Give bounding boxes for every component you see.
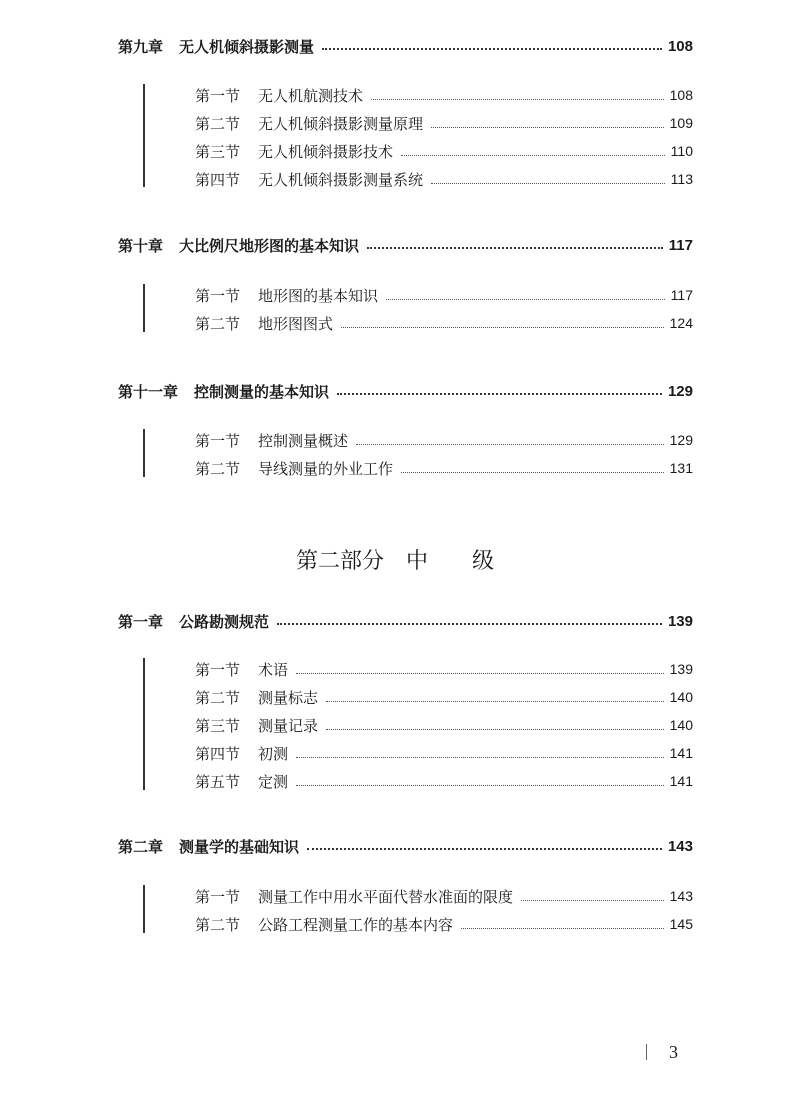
chapter-label: 第十一章: [118, 382, 179, 401]
part-title: 第二部分: [295, 548, 384, 573]
section-label: 第一节: [195, 86, 241, 105]
dot-leader: [386, 299, 665, 300]
chapter-page-number: 117: [668, 236, 693, 254]
section-label: 第一节: [195, 660, 241, 679]
chapter-entry[interactable]: [118, 610, 693, 632]
section-title: 定测: [258, 772, 289, 791]
section-title: 初测: [258, 744, 289, 763]
section-page-number: 140: [669, 689, 693, 705]
section-page-number: 145: [669, 916, 693, 932]
section-page-number: 109: [669, 115, 693, 131]
chapter-entry[interactable]: [118, 380, 693, 402]
section-page-number: 143: [669, 888, 693, 904]
section-title: 无人机航测技术: [258, 86, 364, 105]
section-entry[interactable]: [195, 742, 693, 764]
dot-leader: [371, 99, 664, 100]
section-group-bar: [143, 429, 145, 477]
dot-leader: [401, 472, 664, 473]
dot-leader: [326, 729, 664, 730]
dot-leader: [326, 701, 664, 702]
section-label: 第三节: [195, 716, 241, 735]
section-group: [143, 84, 693, 187]
page-number: 3: [669, 1041, 678, 1062]
section-page-number: 110: [670, 143, 693, 159]
chapter-title: 无人机倾斜摄影测量: [179, 37, 315, 56]
section-entry[interactable]: [195, 658, 693, 680]
page-footer: [646, 1040, 678, 1064]
section-group-bar: [143, 885, 145, 933]
chapter-page-number: 108: [667, 37, 693, 55]
section-entry[interactable]: [195, 312, 693, 334]
section-title: 无人机倾斜摄影测量原理: [258, 114, 424, 133]
chapter-page-number: 129: [667, 382, 693, 400]
section-page-number: 129: [669, 432, 693, 448]
section-entry[interactable]: [195, 457, 693, 479]
chapter-label: 第一章: [118, 612, 164, 631]
section-entry[interactable]: [195, 885, 693, 907]
section-label: 第二节: [195, 688, 241, 707]
section-entry[interactable]: [195, 168, 693, 190]
section-label: 第二节: [195, 459, 241, 478]
section-title: 无人机倾斜摄影技术: [258, 142, 394, 161]
section-title: 测量标志: [258, 688, 319, 707]
chapter-title: 公路勘测规范: [179, 612, 270, 631]
section-entry[interactable]: [195, 686, 693, 708]
dot-leader: [296, 757, 664, 758]
section-page-number: 113: [670, 171, 693, 187]
section-entry[interactable]: [195, 913, 693, 935]
section-label: 第四节: [195, 744, 241, 763]
chapter-entry[interactable]: [118, 234, 693, 256]
section-page-number: 117: [670, 287, 693, 303]
section-group: [143, 658, 693, 790]
section-page-number: 139: [669, 661, 693, 677]
dot-leader: [322, 48, 662, 50]
dot-leader: [521, 900, 664, 901]
section-label: 第一节: [195, 431, 241, 450]
section-entry[interactable]: [195, 112, 693, 134]
dot-leader: [367, 247, 663, 249]
dot-leader: [461, 928, 664, 929]
section-group: [143, 429, 693, 477]
section-label: 第二节: [195, 314, 241, 333]
section-title: 导线测量的外业工作: [258, 459, 394, 478]
part-heading: [0, 545, 790, 577]
chapter-label: 第九章: [118, 37, 164, 56]
section-label: 第三节: [195, 142, 241, 161]
chapter-entry[interactable]: [118, 835, 693, 857]
dot-leader: [296, 785, 664, 786]
chapter-page-number: 139: [667, 612, 693, 630]
dot-leader: [307, 848, 662, 850]
chapter-label: 第二章: [118, 837, 164, 856]
section-page-number: 141: [669, 773, 693, 789]
section-title: 无人机倾斜摄影测量系统: [258, 170, 424, 189]
section-title: 地形图图式: [258, 314, 334, 333]
chapter-page-number: 143: [667, 837, 693, 855]
dot-leader: [277, 623, 662, 625]
section-group-bar: [143, 284, 145, 332]
section-page-number: 140: [669, 717, 693, 733]
section-entry[interactable]: [195, 284, 693, 306]
section-label: 第一节: [195, 887, 241, 906]
section-title: 地形图的基本知识: [258, 286, 379, 305]
dot-leader: [431, 127, 664, 128]
section-entry[interactable]: [195, 429, 693, 451]
section-group: [143, 885, 693, 933]
section-label: 第二节: [195, 114, 241, 133]
section-page-number: 108: [669, 87, 693, 103]
chapter-entry[interactable]: [118, 35, 693, 57]
dot-leader: [431, 183, 665, 184]
chapter-title: 测量学的基础知识: [179, 837, 300, 856]
chapter-label: 第十章: [118, 236, 164, 255]
dot-leader: [296, 673, 664, 674]
section-title: 测量记录: [258, 716, 319, 735]
chapter-title: 控制测量的基本知识: [194, 382, 330, 401]
section-label: 第一节: [195, 286, 241, 305]
section-page-number: 131: [669, 460, 693, 476]
section-title: 测量工作中用水平面代替水准面的限度: [258, 887, 514, 906]
section-entry[interactable]: [195, 84, 693, 106]
section-page-number: 141: [669, 745, 693, 761]
section-group-bar: [143, 84, 145, 187]
section-entry[interactable]: [195, 140, 693, 162]
section-label: 第二节: [195, 915, 241, 934]
section-page-number: 124: [669, 315, 693, 331]
dot-leader: [401, 155, 665, 156]
part-level: 中 级: [406, 548, 495, 573]
section-title: 术语: [258, 660, 289, 679]
dot-leader: [337, 393, 662, 395]
chapter-title: 大比例尺地形图的基本知识: [179, 236, 360, 255]
dot-leader: [356, 444, 664, 445]
section-group: [143, 284, 693, 332]
section-entry[interactable]: [195, 770, 693, 792]
section-entry[interactable]: [195, 714, 693, 736]
section-label: 第四节: [195, 170, 241, 189]
section-title: 公路工程测量工作的基本内容: [258, 915, 454, 934]
section-title: 控制测量概述: [258, 431, 349, 450]
section-label: 第五节: [195, 772, 241, 791]
dot-leader: [341, 327, 664, 328]
section-group-bar: [143, 658, 145, 790]
footer-divider: [646, 1044, 647, 1060]
